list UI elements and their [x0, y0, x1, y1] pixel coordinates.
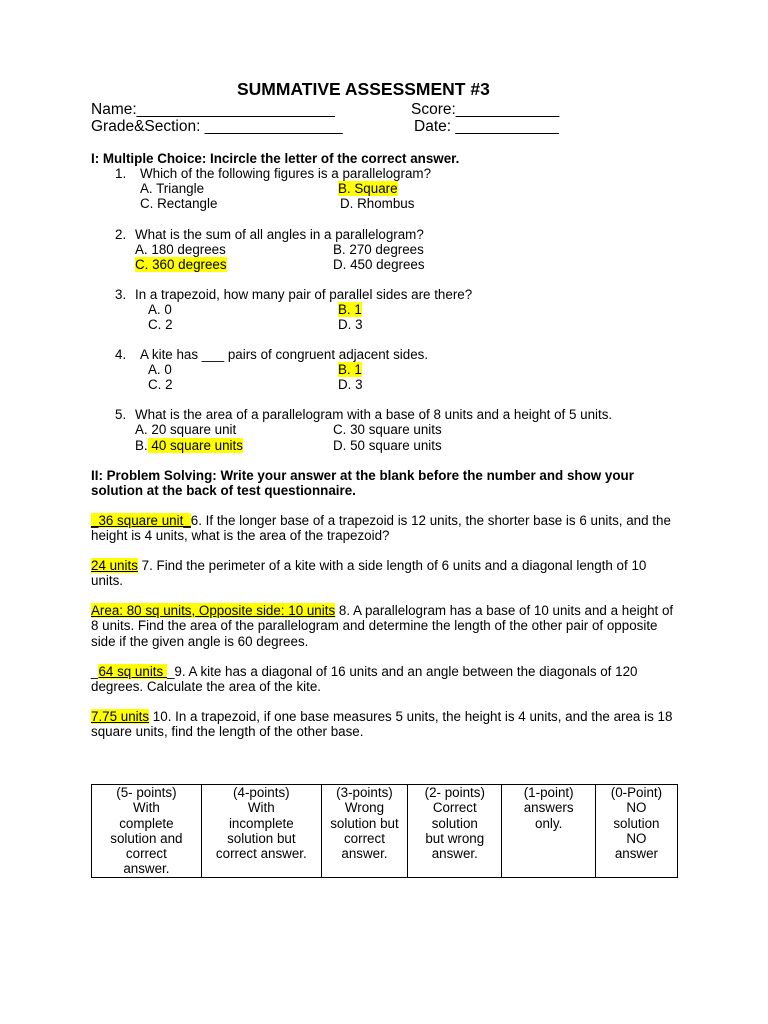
- choice-b-prefix: B.: [135, 438, 148, 453]
- rubric-line: Correct: [432, 800, 477, 816]
- rubric-table: [91, 784, 678, 878]
- question-number: 5.: [115, 407, 127, 422]
- rubric-line: answers: [523, 800, 574, 816]
- choice-b-answer: B. 1: [338, 302, 362, 317]
- choice-b-answer: B. 1: [338, 362, 362, 377]
- choice-d: D. 3: [338, 317, 363, 332]
- answer-blank: Area: 80 sq units, Opposite side: 10 units: [91, 603, 336, 618]
- part1-heading: I: Multiple Choice: Incircle the letter of the correct answer.: [91, 151, 460, 166]
- rubric-cell-3-points: [321, 785, 407, 878]
- rubric-line: but wrong: [425, 830, 485, 846]
- question-number: 3.: [115, 287, 127, 302]
- answer-blank: _36 square unit_: [91, 513, 191, 528]
- answer-blank: 7.75 units: [91, 709, 150, 724]
- rubric-cell-4-points: [201, 785, 321, 878]
- rubric-line: (1-point): [523, 785, 574, 800]
- problem-text: 6. If the longer base of a trapezoid is 12 units, the shorter base is 6 units, and the height is 4 units, what is the area of the trapezoid?: [91, 513, 671, 544]
- question-text: Which of the following figures is a parallelogram?: [140, 166, 432, 181]
- choice-d: D. Rhombus: [340, 196, 415, 211]
- rubric-cell-2-points: [408, 785, 502, 878]
- rubric-line: solution and: [110, 830, 183, 846]
- choice-a: A. Triangle: [140, 181, 205, 196]
- answer-blank: 24 units: [91, 558, 138, 573]
- question-text: What is the sum of all angles in a parallelogram?: [135, 227, 424, 242]
- rubric-line: correct answer.: [215, 846, 307, 862]
- choice-c: C. Rectangle: [140, 196, 218, 211]
- rubric-line: answer.: [341, 846, 388, 862]
- rubric-line: complete: [119, 815, 174, 831]
- rubric-row: [92, 785, 678, 878]
- rubric-line: NO: [626, 800, 647, 816]
- question-text: What is the area of a parallelogram with a base of 8 units and a height of 5 units.: [135, 407, 613, 422]
- page-title: SUMMATIVE ASSESSMENT #3: [237, 79, 490, 99]
- score-field: Score:____________: [411, 101, 560, 118]
- problem-text: 7. Find the perimeter of a kite with a side length of 6 units and a diagonal length of 10 units.: [91, 558, 647, 589]
- choice-a: A. 0: [148, 302, 172, 317]
- name-field: Name:_______________________: [91, 101, 335, 118]
- choice-b-highlight: 40 square units: [147, 438, 243, 453]
- grade-section-field: Grade&Section: ________________: [91, 118, 343, 135]
- problem-item-7: [91, 558, 681, 589]
- question-number: 2.: [115, 227, 127, 242]
- question-text: A kite has ___ pairs of congruent adjacent sides.: [140, 347, 429, 362]
- choice-b-answer: B. Square: [338, 181, 398, 196]
- choice-a: A. 180 degrees: [135, 242, 226, 257]
- choice-d: D. 3: [338, 377, 363, 392]
- rubric-line: solution: [613, 815, 660, 831]
- problem-item-6: [91, 513, 681, 544]
- rubric-line: answer.: [123, 861, 170, 877]
- question-number: 4.: [115, 347, 127, 362]
- choice-b-answer: [135, 438, 243, 453]
- rubric-cell-1-point: [502, 785, 595, 878]
- rubric-line: solution: [431, 815, 478, 831]
- rubric-line: answer.: [431, 846, 478, 862]
- answer-prefix: _: [91, 664, 99, 679]
- rubric-line: NO: [626, 830, 647, 846]
- choice-c: C. 30 square units: [333, 422, 442, 437]
- choice-d: D. 50 square units: [333, 438, 442, 453]
- rubric-line: solution but: [330, 815, 399, 831]
- rubric-line: correct: [125, 846, 167, 862]
- problem-item-9: [91, 664, 681, 695]
- rubric-cell-5-points: [92, 785, 202, 878]
- date-field: Date: ____________: [414, 118, 559, 135]
- choice-c: C. 2: [148, 377, 173, 392]
- problem-item-8: [91, 603, 681, 649]
- problem-item-10: [91, 709, 681, 740]
- rubric-line: incomplete: [228, 815, 294, 831]
- rubric-line: answer: [614, 846, 658, 862]
- rubric-line: (0-Point): [610, 785, 663, 800]
- choice-c-answer: C. 360 degrees: [135, 257, 227, 272]
- choice-a: A. 20 square unit: [135, 422, 237, 437]
- answer-blank: 64 sq units: [98, 664, 167, 679]
- rubric-line: correct: [343, 830, 385, 846]
- rubric-cell-0-point: [595, 785, 677, 878]
- rubric-line: (4-points): [233, 785, 290, 800]
- rubric-line: (2- points): [424, 785, 485, 800]
- rubric-line: With: [133, 800, 160, 816]
- choice-d: D. 450 degrees: [333, 257, 425, 272]
- part2-heading: II: Problem Solving: Write your answer at the blank before the number and show your solution at the back of test questionnaire.: [91, 468, 634, 499]
- rubric-line: solution but: [227, 830, 296, 846]
- problem-text: _9. A kite has a diagonal of 16 units and an angle between the diagonals of 120 degrees. Calculate the area of the kite.: [91, 664, 638, 695]
- problem-text: 8. A parallelogram has a base of 10 units and a height of 8 units. Find the area of the parallelogram and determine the length of the other pair of opposite side if the given angle is 60 degrees.: [91, 603, 674, 649]
- choice-c: C. 2: [148, 317, 173, 332]
- choice-b: B. 270 degrees: [333, 242, 424, 257]
- rubric-line: (3-points): [336, 785, 393, 800]
- choice-a: A. 0: [148, 362, 172, 377]
- problem-text: 10. In a trapezoid, if one base measures 5 units, the height is 4 units, and the area is 18 square units, find the length of the other base.: [91, 709, 673, 740]
- question-text: In a trapezoid, how many pair of parallel sides are there?: [135, 287, 473, 302]
- rubric-line: With: [247, 800, 275, 816]
- rubric-line: only.: [535, 815, 563, 831]
- rubric-line: Wrong: [344, 800, 385, 816]
- question-number: 1.: [115, 166, 127, 181]
- rubric-line: (5- points): [116, 785, 177, 800]
